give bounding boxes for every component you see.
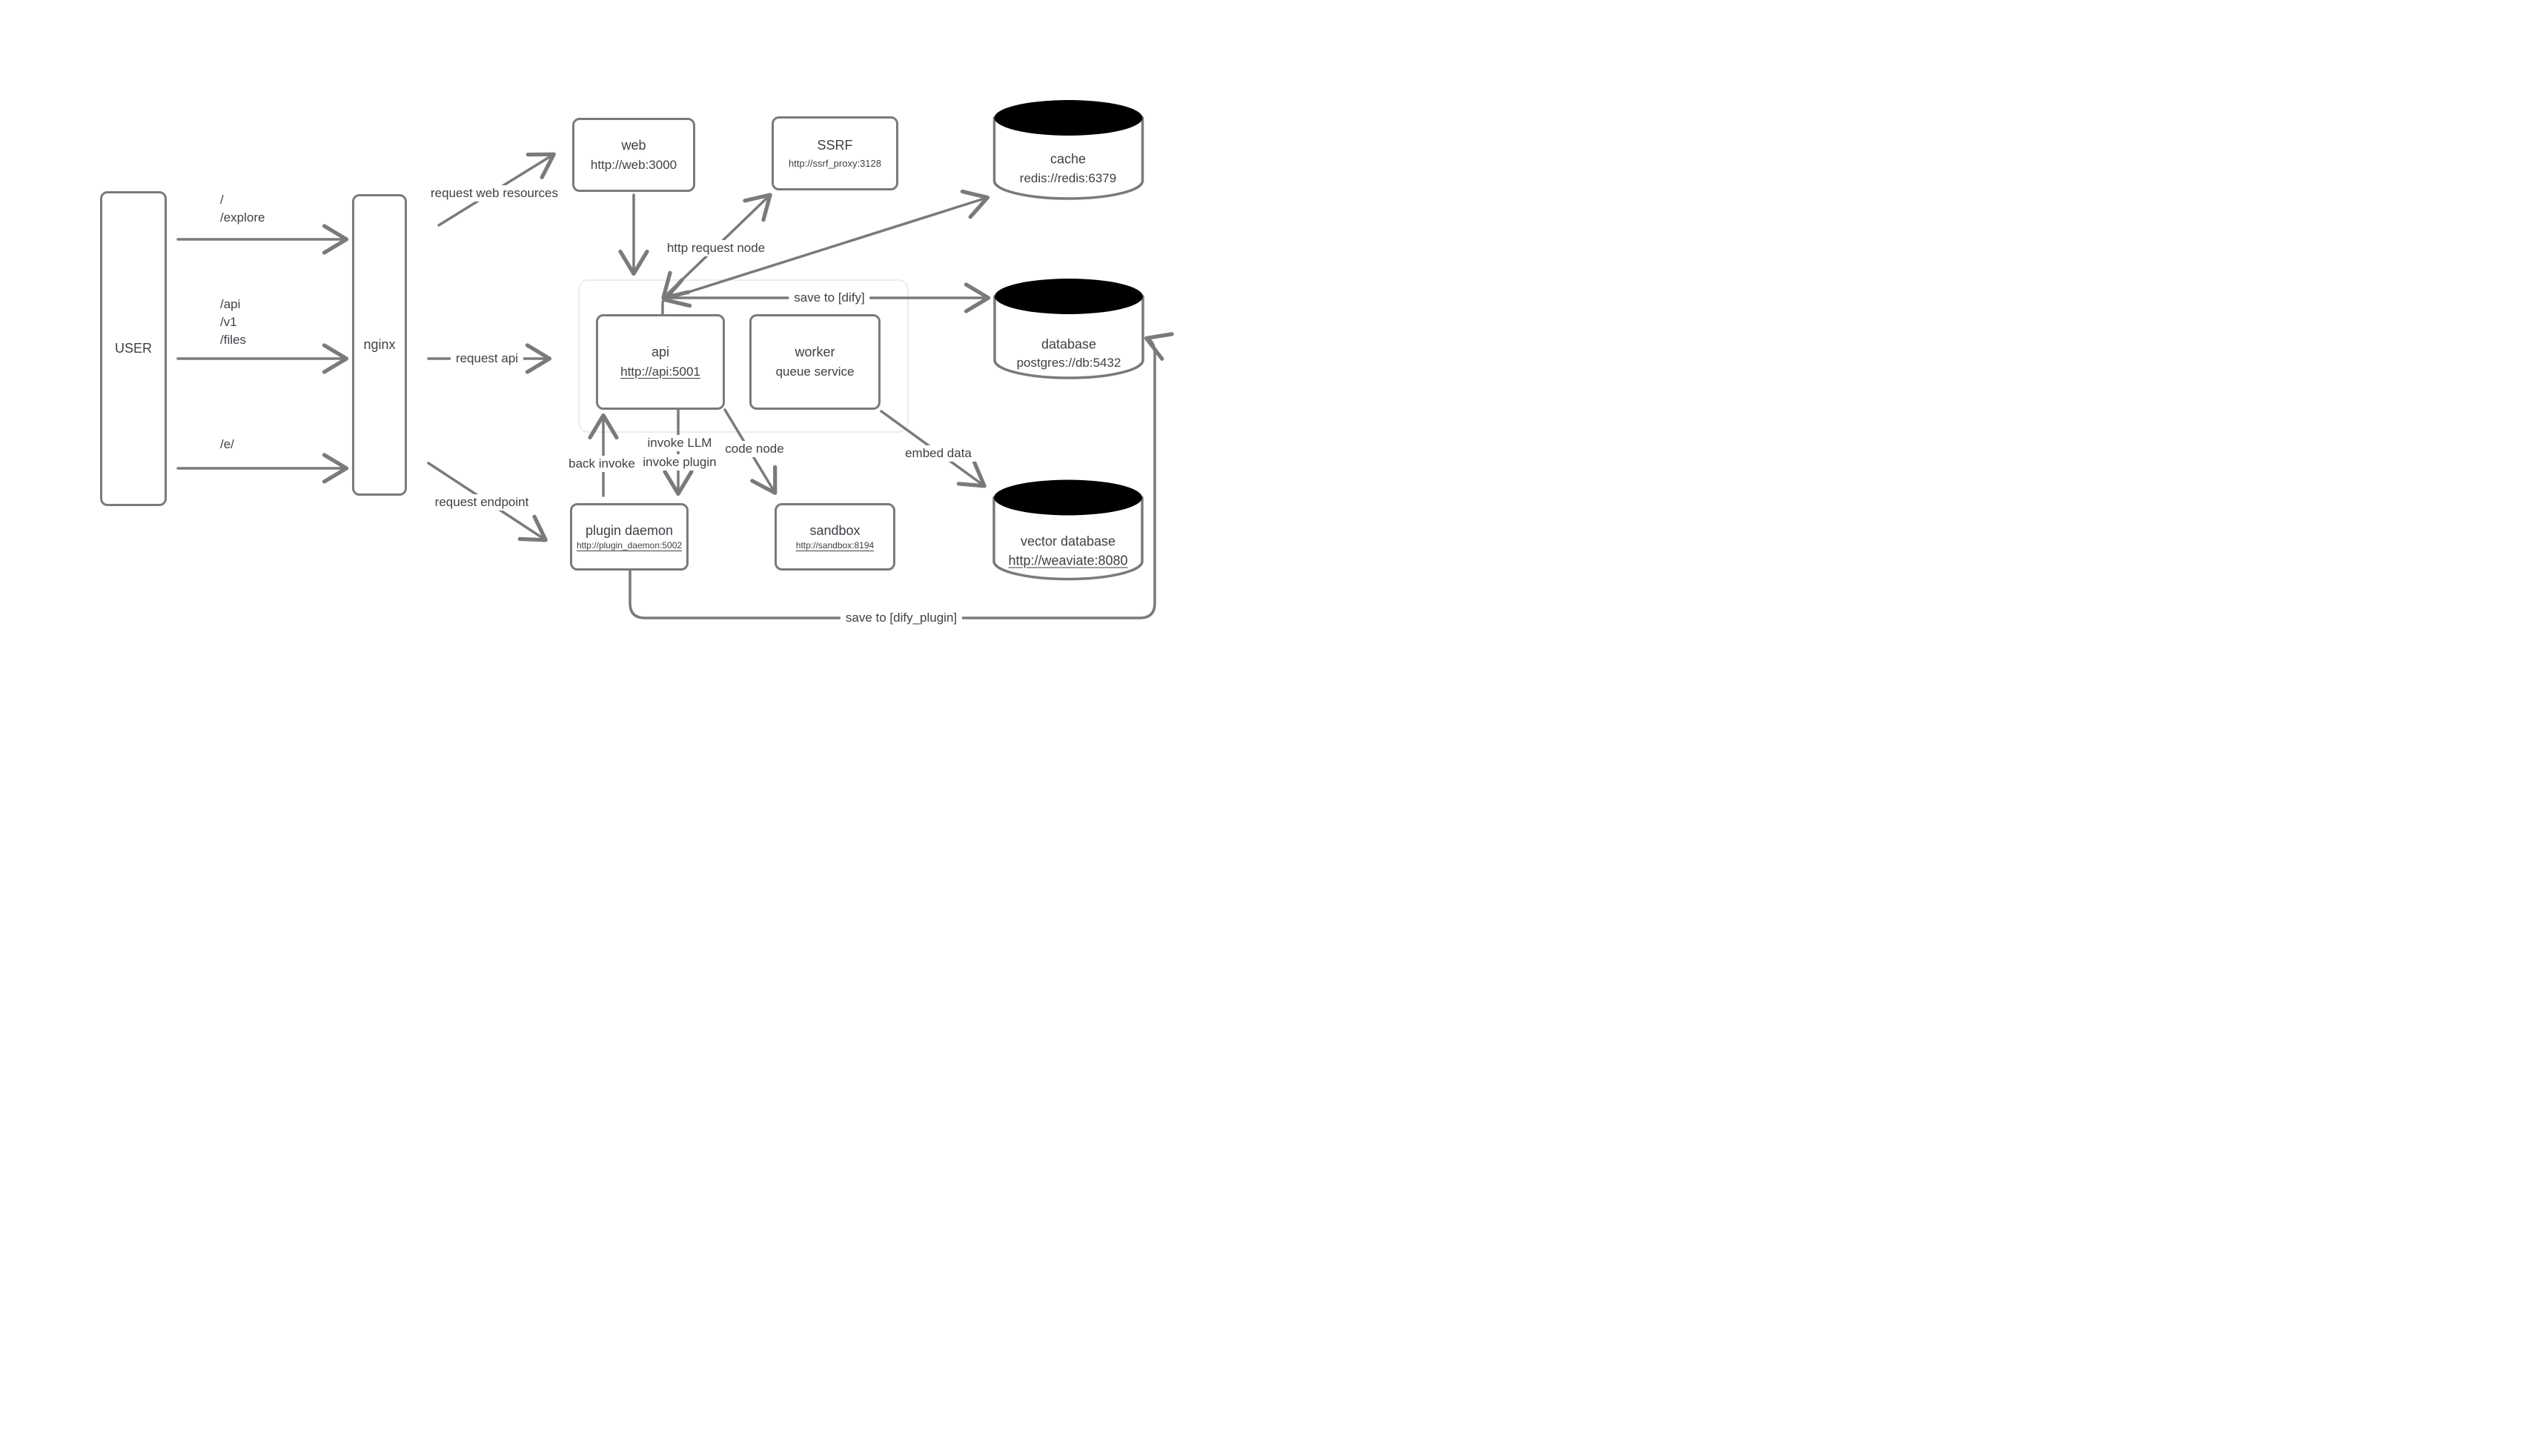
- worker-title: worker: [795, 345, 835, 359]
- web-url: http://web:3000: [590, 157, 677, 172]
- nginx-node: [352, 194, 407, 496]
- vector-database-title: vector database: [1020, 533, 1116, 549]
- plugin-daemon-title: plugin daemon: [585, 523, 674, 538]
- path-explore: /explore: [220, 210, 265, 225]
- path-api: /api: [220, 297, 241, 311]
- web-title: web: [621, 137, 646, 153]
- path-e: /e/: [220, 437, 234, 451]
- user-label: USER: [114, 341, 152, 356]
- sandbox-title: sandbox: [809, 523, 861, 538]
- worker-node: [749, 314, 881, 410]
- ssrf-title: SSRF: [817, 138, 853, 153]
- label-embed-data: embed data: [900, 445, 977, 462]
- user-web-paths: [220, 191, 265, 227]
- label-request-web-resources: request web resources: [425, 185, 563, 202]
- api-url: http://api:5001: [620, 365, 700, 379]
- label-back-invoke: back invoke: [563, 456, 640, 472]
- database-title: database: [1041, 336, 1097, 352]
- label-http-request-node: http request node: [662, 240, 770, 256]
- user-node: [100, 191, 167, 506]
- ssrf-node: [772, 116, 898, 190]
- label-request-endpoint: request endpoint: [430, 494, 534, 511]
- label-save-to-dify: save to [dify]: [789, 290, 869, 306]
- plugin-daemon-url: http://plugin_daemon:5002: [576, 540, 683, 551]
- vector-database-url: http://weaviate:8080: [1008, 553, 1128, 568]
- web-node: [572, 118, 695, 192]
- database-url: postgres://db:5432: [1016, 356, 1121, 370]
- sandbox-node: [775, 503, 895, 571]
- architecture-diagram: [0, 0, 1262, 728]
- cache-url: redis://redis:6379: [1019, 171, 1117, 185]
- label-save-to-dify-plugin: save to [dify_plugin]: [841, 610, 962, 626]
- cache-title: cache: [1050, 151, 1087, 167]
- worker-subtitle: queue service: [775, 365, 855, 379]
- plugin-daemon-node: [570, 503, 689, 571]
- path-files: /files: [220, 333, 246, 347]
- nginx-label: nginx: [363, 337, 396, 352]
- user-api-paths: [220, 296, 246, 349]
- path-root: /: [220, 193, 224, 207]
- ssrf-url: http://ssrf_proxy:3128: [788, 158, 881, 169]
- label-request-api: request api: [451, 350, 523, 367]
- label-invoke-plugin: invoke plugin: [637, 454, 721, 471]
- api-title: api: [651, 345, 670, 359]
- label-invoke-llm: invoke LLM: [643, 435, 717, 451]
- api-node: [596, 314, 725, 410]
- sandbox-url: http://sandbox:8194: [795, 540, 875, 551]
- user-plugin-paths: [220, 436, 234, 453]
- path-v1: /v1: [220, 315, 237, 329]
- label-code-node: code node: [720, 441, 789, 457]
